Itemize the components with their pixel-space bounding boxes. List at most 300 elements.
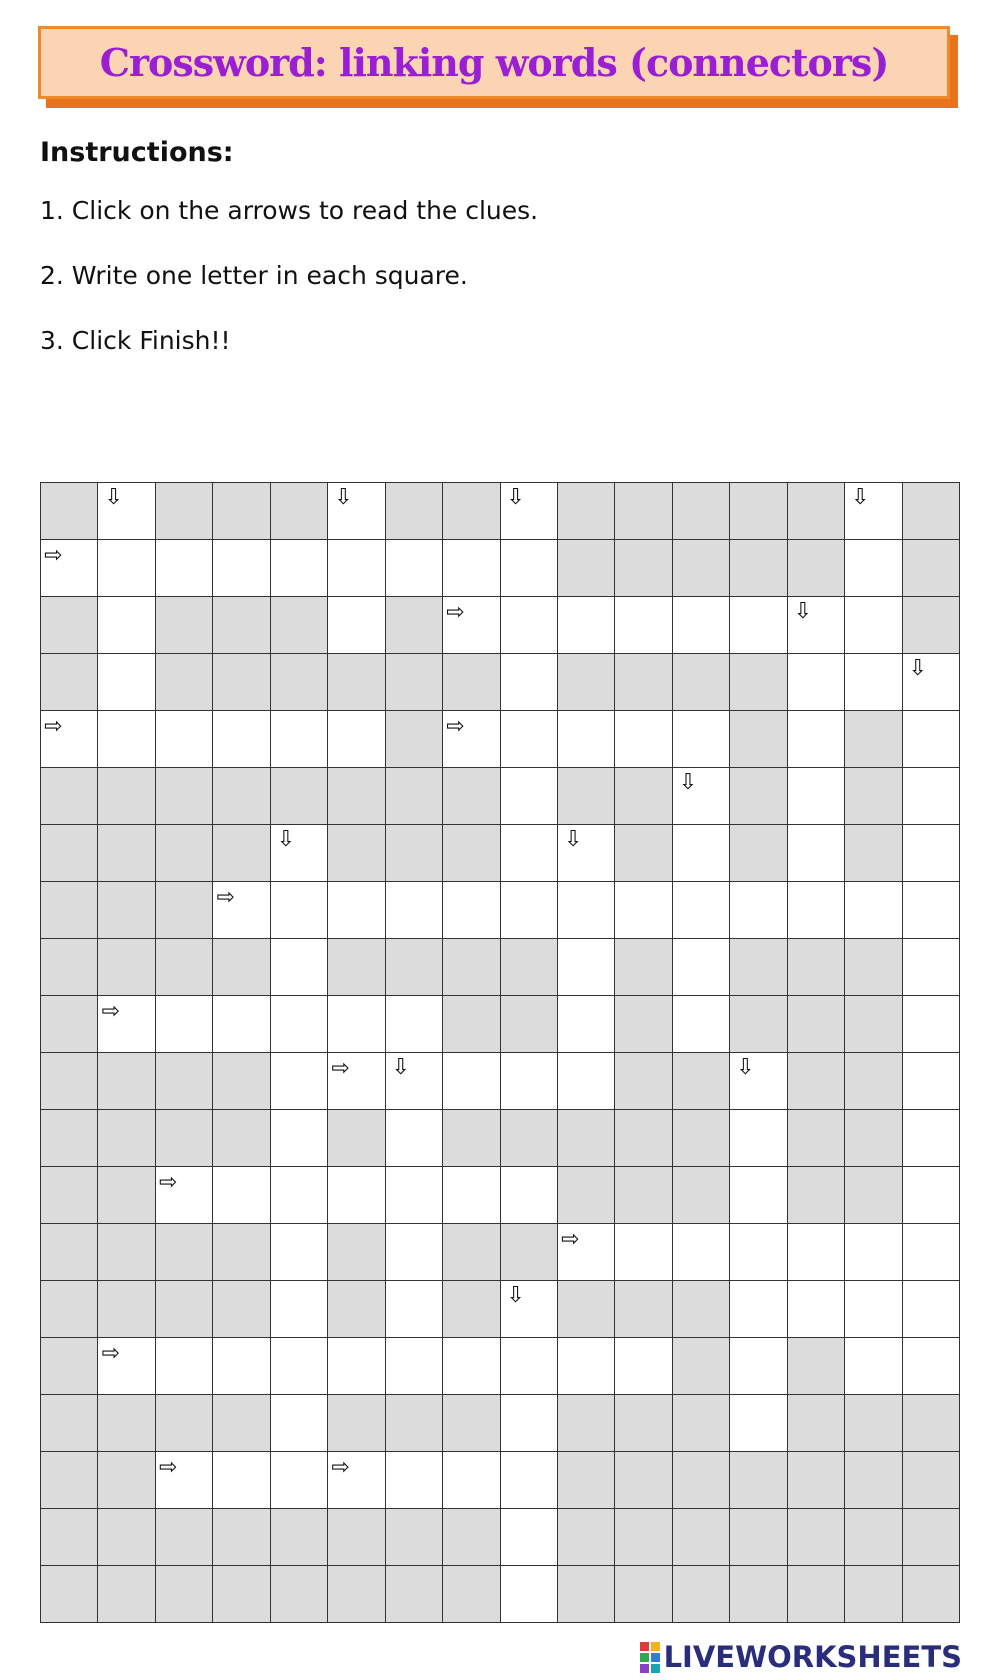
blocked-cell: [730, 1452, 787, 1509]
blocked-cell: [845, 1452, 902, 1509]
letter-cell[interactable]: [385, 1167, 442, 1224]
blocked-cell: [213, 654, 270, 711]
letter-cell[interactable]: [385, 1338, 442, 1395]
arrow-right-icon[interactable]: ⇨: [446, 714, 465, 739]
grid-row: [41, 768, 960, 825]
letter-cell[interactable]: [385, 882, 442, 939]
clue-cell[interactable]: [443, 597, 500, 654]
arrow-right-icon[interactable]: ⇨: [101, 1341, 120, 1366]
blocked-cell: [41, 1224, 98, 1281]
letter-cell[interactable]: [787, 768, 844, 825]
letter-cell[interactable]: [557, 882, 614, 939]
letter-cell[interactable]: [385, 1110, 442, 1167]
letter-cell[interactable]: [270, 1110, 327, 1167]
blocked-cell: [730, 1509, 787, 1566]
blocked-cell: [615, 1566, 672, 1623]
blocked-cell: [213, 1566, 270, 1623]
blocked-cell: [270, 597, 327, 654]
letter-cell[interactable]: [328, 540, 385, 597]
letter-cell[interactable]: [902, 1281, 959, 1338]
grid-row: [41, 1281, 960, 1338]
clue-cell[interactable]: [155, 1167, 212, 1224]
blocked-cell: [557, 1281, 614, 1338]
blocked-cell: [500, 996, 557, 1053]
blocked-cell: [902, 597, 959, 654]
blocked-cell: [615, 1452, 672, 1509]
letter-cell[interactable]: [845, 654, 902, 711]
clue-cell[interactable]: [270, 825, 327, 882]
blocked-cell: [385, 1509, 442, 1566]
blocked-cell: [902, 1566, 959, 1623]
letter-cell[interactable]: [730, 1395, 787, 1452]
arrow-down-icon[interactable]: ⇩: [276, 827, 296, 852]
footer-brand: [640, 1640, 962, 1674]
letter-cell[interactable]: [500, 1509, 557, 1566]
blocked-cell: [845, 1509, 902, 1566]
blocked-cell: [730, 483, 787, 540]
blocked-cell: [787, 540, 844, 597]
arrow-right-icon[interactable]: ⇨: [44, 543, 63, 568]
grid-row: [41, 996, 960, 1053]
letter-cell[interactable]: [557, 597, 614, 654]
blocked-cell: [155, 654, 212, 711]
blocked-cell: [270, 654, 327, 711]
letter-cell[interactable]: [845, 597, 902, 654]
blocked-cell: [328, 768, 385, 825]
arrow-down-icon[interactable]: ⇩: [736, 1055, 755, 1080]
blocked-cell: [41, 1167, 98, 1224]
letter-cell[interactable]: [385, 996, 442, 1053]
letter-cell[interactable]: [730, 1338, 787, 1395]
letter-cell[interactable]: [328, 711, 385, 768]
letter-cell[interactable]: [155, 711, 212, 768]
letter-cell[interactable]: [500, 1395, 557, 1452]
letter-cell[interactable]: [385, 1224, 442, 1281]
letter-cell[interactable]: [902, 1338, 959, 1395]
blocked-cell: [443, 768, 500, 825]
letter-cell[interactable]: [902, 1110, 959, 1167]
letter-cell[interactable]: [730, 1167, 787, 1224]
blocked-cell: [845, 768, 902, 825]
letter-cell[interactable]: [270, 1338, 327, 1395]
clue-cell[interactable]: [730, 1053, 787, 1110]
letter-cell[interactable]: [213, 711, 270, 768]
blocked-cell: [787, 1167, 844, 1224]
blocked-cell: [730, 654, 787, 711]
logo-block: [640, 1642, 649, 1651]
blocked-cell: [443, 1281, 500, 1338]
blocked-cell: [730, 825, 787, 882]
blocked-cell: [443, 483, 500, 540]
grid-row: [41, 1452, 960, 1509]
letter-cell[interactable]: [500, 1452, 557, 1509]
letter-cell[interactable]: [845, 1338, 902, 1395]
letter-cell[interactable]: [500, 1167, 557, 1224]
blocked-cell: [41, 1110, 98, 1167]
letter-cell[interactable]: [443, 1053, 500, 1110]
letter-cell[interactable]: [615, 1224, 672, 1281]
letter-cell[interactable]: [98, 654, 155, 711]
blocked-cell: [98, 1224, 155, 1281]
letter-cell[interactable]: [902, 1053, 959, 1110]
letter-cell[interactable]: [557, 1338, 614, 1395]
grid-row: [41, 1224, 960, 1281]
blocked-cell: [385, 939, 442, 996]
blocked-cell: [41, 1338, 98, 1395]
letter-cell[interactable]: [270, 1452, 327, 1509]
letter-cell[interactable]: [787, 825, 844, 882]
letter-cell[interactable]: [155, 996, 212, 1053]
blocked-cell: [98, 768, 155, 825]
letter-cell[interactable]: [557, 1053, 614, 1110]
letter-cell[interactable]: [443, 882, 500, 939]
letter-cell[interactable]: [845, 1224, 902, 1281]
arrow-right-icon[interactable]: ⇨: [331, 1056, 350, 1081]
letter-cell[interactable]: [500, 825, 557, 882]
letter-cell[interactable]: [672, 711, 729, 768]
arrow-down-icon[interactable]: ⇩: [506, 485, 525, 510]
blocked-cell: [155, 1281, 212, 1338]
clue-cell[interactable]: [328, 1452, 385, 1509]
grid-row: [41, 654, 960, 711]
blocked-cell: [98, 1509, 155, 1566]
letter-cell[interactable]: [730, 597, 787, 654]
letter-cell[interactable]: [270, 996, 327, 1053]
blocked-cell: [41, 1053, 98, 1110]
letter-cell[interactable]: [213, 1338, 270, 1395]
letter-cell[interactable]: [213, 1167, 270, 1224]
clue-cell[interactable]: [500, 483, 557, 540]
blocked-cell: [98, 882, 155, 939]
blocked-cell: [385, 597, 442, 654]
letter-cell[interactable]: [672, 996, 729, 1053]
blocked-cell: [557, 1566, 614, 1623]
arrow-right-icon[interactable]: ⇨: [446, 600, 465, 625]
letter-cell[interactable]: [500, 597, 557, 654]
arrow-down-icon[interactable]: ⇩: [563, 827, 583, 852]
letter-cell[interactable]: [615, 882, 672, 939]
letter-cell[interactable]: [845, 1281, 902, 1338]
letter-cell[interactable]: [500, 1566, 557, 1623]
blocked-cell: [443, 1224, 500, 1281]
blocked-cell: [615, 1167, 672, 1224]
blocked-cell: [270, 1509, 327, 1566]
blocked-cell: [155, 768, 212, 825]
letter-cell[interactable]: [902, 1224, 959, 1281]
letter-cell[interactable]: [902, 825, 959, 882]
blocked-cell: [730, 1566, 787, 1623]
clue-cell[interactable]: [155, 1452, 212, 1509]
arrow-down-icon[interactable]: ⇩: [334, 485, 353, 510]
blocked-cell: [500, 1224, 557, 1281]
blocked-cell: [98, 939, 155, 996]
letter-cell[interactable]: [787, 882, 844, 939]
blocked-cell: [787, 1053, 844, 1110]
grid-row: [41, 711, 960, 768]
blocked-cell: [328, 1566, 385, 1623]
blocked-cell: [443, 1509, 500, 1566]
letter-cell[interactable]: [155, 1338, 212, 1395]
blocked-cell: [615, 654, 672, 711]
blocked-cell: [385, 483, 442, 540]
blocked-cell: [615, 825, 672, 882]
arrow-down-icon[interactable]: ⇩: [793, 599, 813, 624]
letter-cell[interactable]: [98, 540, 155, 597]
blocked-cell: [845, 711, 902, 768]
grid-row: [41, 1566, 960, 1623]
letter-cell[interactable]: [730, 882, 787, 939]
arrow-down-icon[interactable]: ⇩: [678, 770, 698, 795]
letter-cell[interactable]: [672, 882, 729, 939]
blocked-cell: [672, 1566, 729, 1623]
blocked-cell: [213, 1509, 270, 1566]
clue-cell[interactable]: [443, 711, 500, 768]
blocked-cell: [730, 711, 787, 768]
instruction-step-3: 3. Click Finish!!: [40, 326, 231, 355]
clue-cell[interactable]: [500, 1281, 557, 1338]
blocked-cell: [155, 1110, 212, 1167]
letter-cell[interactable]: [787, 711, 844, 768]
blocked-cell: [155, 1509, 212, 1566]
blocked-cell: [787, 1509, 844, 1566]
letter-cell[interactable]: [328, 996, 385, 1053]
letter-cell[interactable]: [270, 1395, 327, 1452]
blocked-cell: [385, 711, 442, 768]
letter-cell[interactable]: [98, 597, 155, 654]
blocked-cell: [41, 1566, 98, 1623]
logo-block: [651, 1653, 660, 1662]
letter-cell[interactable]: [443, 540, 500, 597]
clue-cell[interactable]: [41, 540, 98, 597]
letter-cell[interactable]: [557, 711, 614, 768]
letter-cell[interactable]: [730, 1281, 787, 1338]
clue-cell[interactable]: [902, 654, 959, 711]
letter-cell[interactable]: [902, 768, 959, 825]
blocked-cell: [787, 1452, 844, 1509]
letter-cell[interactable]: [730, 1110, 787, 1167]
blocked-cell: [615, 996, 672, 1053]
blocked-cell: [155, 483, 212, 540]
blocked-cell: [270, 1566, 327, 1623]
letter-cell[interactable]: [98, 711, 155, 768]
blocked-cell: [213, 768, 270, 825]
clue-cell[interactable]: [557, 825, 614, 882]
blocked-cell: [213, 1281, 270, 1338]
arrow-right-icon[interactable]: ⇨: [216, 885, 235, 910]
blocked-cell: [615, 768, 672, 825]
instructions-heading: Instructions:: [40, 137, 234, 168]
blocked-cell: [213, 1053, 270, 1110]
blocked-cell: [557, 1167, 614, 1224]
blocked-cell: [787, 483, 844, 540]
blocked-cell: [155, 882, 212, 939]
blocked-cell: [328, 1281, 385, 1338]
letter-cell[interactable]: [328, 597, 385, 654]
arrow-right-icon[interactable]: ⇨: [44, 714, 63, 739]
letter-cell[interactable]: [902, 711, 959, 768]
letter-cell[interactable]: [902, 939, 959, 996]
letter-cell[interactable]: [787, 654, 844, 711]
grid-row: [41, 483, 960, 540]
letter-cell[interactable]: [672, 825, 729, 882]
letter-cell[interactable]: [672, 1224, 729, 1281]
letter-cell[interactable]: [615, 597, 672, 654]
clue-cell[interactable]: [41, 711, 98, 768]
grid-row: [41, 825, 960, 882]
blocked-cell: [155, 1566, 212, 1623]
letter-cell[interactable]: [845, 882, 902, 939]
clue-cell[interactable]: [557, 1224, 614, 1281]
blocked-cell: [615, 483, 672, 540]
blocked-cell: [41, 654, 98, 711]
arrow-right-icon[interactable]: ⇨: [101, 999, 120, 1024]
blocked-cell: [672, 1110, 729, 1167]
blocked-cell: [500, 939, 557, 996]
grid-row: [41, 882, 960, 939]
blocked-cell: [730, 768, 787, 825]
blocked-cell: [443, 654, 500, 711]
blocked-cell: [41, 1509, 98, 1566]
letter-cell[interactable]: [328, 1338, 385, 1395]
blocked-cell: [41, 768, 98, 825]
arrow-down-icon[interactable]: ⇩: [506, 1283, 525, 1308]
clue-cell[interactable]: [98, 996, 155, 1053]
blocked-cell: [155, 939, 212, 996]
blocked-cell: [672, 540, 729, 597]
blocked-cell: [98, 1281, 155, 1338]
blocked-cell: [557, 654, 614, 711]
letter-cell[interactable]: [902, 996, 959, 1053]
blocked-cell: [98, 1053, 155, 1110]
blocked-cell: [787, 1338, 844, 1395]
letter-cell[interactable]: [270, 882, 327, 939]
letter-cell[interactable]: [672, 597, 729, 654]
blocked-cell: [328, 1224, 385, 1281]
letter-cell[interactable]: [270, 1167, 327, 1224]
arrow-down-icon[interactable]: ⇩: [391, 1055, 411, 1080]
letter-cell[interactable]: [500, 711, 557, 768]
blocked-cell: [557, 483, 614, 540]
blocked-cell: [615, 939, 672, 996]
clue-cell[interactable]: [213, 882, 270, 939]
letter-cell[interactable]: [213, 540, 270, 597]
blocked-cell: [845, 996, 902, 1053]
letter-cell[interactable]: [845, 540, 902, 597]
letter-cell[interactable]: [443, 1338, 500, 1395]
clue-cell[interactable]: [98, 483, 155, 540]
blocked-cell: [213, 597, 270, 654]
arrow-right-icon[interactable]: ⇨: [158, 1170, 178, 1195]
blocked-cell: [845, 939, 902, 996]
blocked-cell: [443, 996, 500, 1053]
letter-cell[interactable]: [500, 1338, 557, 1395]
brand-name: LIVEWORKSHEETS: [663, 1640, 962, 1674]
letter-cell[interactable]: [500, 654, 557, 711]
letter-cell[interactable]: [270, 1053, 327, 1110]
letter-cell[interactable]: [443, 1167, 500, 1224]
clue-cell[interactable]: [672, 768, 729, 825]
letter-cell[interactable]: [902, 1167, 959, 1224]
blocked-cell: [98, 825, 155, 882]
letter-cell[interactable]: [557, 996, 614, 1053]
letter-cell[interactable]: [270, 540, 327, 597]
blocked-cell: [41, 996, 98, 1053]
letter-cell[interactable]: [385, 1452, 442, 1509]
arrow-down-icon[interactable]: ⇩: [104, 485, 123, 510]
letter-cell[interactable]: [270, 939, 327, 996]
letter-cell[interactable]: [500, 1053, 557, 1110]
letter-cell[interactable]: [213, 1452, 270, 1509]
letter-cell[interactable]: [500, 882, 557, 939]
letter-cell[interactable]: [615, 1338, 672, 1395]
letter-cell[interactable]: [730, 1224, 787, 1281]
letter-cell[interactable]: [615, 711, 672, 768]
blocked-cell: [672, 1053, 729, 1110]
grid-row: [41, 1338, 960, 1395]
letter-cell[interactable]: [557, 939, 614, 996]
letter-cell[interactable]: [385, 1281, 442, 1338]
blocked-cell: [787, 1566, 844, 1623]
letter-cell[interactable]: [500, 768, 557, 825]
letter-cell[interactable]: [500, 540, 557, 597]
letter-cell[interactable]: [270, 711, 327, 768]
clue-cell[interactable]: [328, 483, 385, 540]
blocked-cell: [41, 483, 98, 540]
title-banner: [38, 26, 950, 99]
clue-cell[interactable]: [787, 597, 844, 654]
blocked-cell: [98, 1110, 155, 1167]
arrow-down-icon[interactable]: ⇩: [908, 656, 927, 681]
blocked-cell: [672, 1338, 729, 1395]
instruction-step-1: 1. Click on the arrows to read the clues.: [40, 196, 539, 225]
blocked-cell: [557, 1110, 614, 1167]
blocked-cell: [213, 1395, 270, 1452]
blocked-cell: [672, 1395, 729, 1452]
letter-cell[interactable]: [443, 1452, 500, 1509]
clue-cell[interactable]: [98, 1338, 155, 1395]
letter-cell[interactable]: [787, 1224, 844, 1281]
letter-cell[interactable]: [328, 1167, 385, 1224]
blocked-cell: [730, 540, 787, 597]
blocked-cell: [672, 1281, 729, 1338]
clue-cell[interactable]: [845, 483, 902, 540]
blocked-cell: [672, 654, 729, 711]
arrow-right-icon[interactable]: ⇨: [331, 1455, 350, 1480]
letter-cell[interactable]: [672, 939, 729, 996]
arrow-right-icon[interactable]: ⇨: [560, 1227, 580, 1252]
letter-cell[interactable]: [155, 540, 212, 597]
letter-cell[interactable]: [902, 882, 959, 939]
blocked-cell: [443, 1395, 500, 1452]
blocked-cell: [213, 1224, 270, 1281]
arrow-right-icon[interactable]: ⇨: [158, 1455, 178, 1480]
clue-cell[interactable]: [385, 1053, 442, 1110]
letter-cell[interactable]: [270, 1224, 327, 1281]
letter-cell[interactable]: [328, 882, 385, 939]
clue-cell[interactable]: [328, 1053, 385, 1110]
arrow-down-icon[interactable]: ⇩: [851, 485, 870, 510]
letter-cell[interactable]: [385, 540, 442, 597]
letter-cell[interactable]: [213, 996, 270, 1053]
blocked-cell: [787, 1110, 844, 1167]
letter-cell[interactable]: [270, 1281, 327, 1338]
logo-block: [651, 1664, 660, 1673]
letter-cell[interactable]: [787, 1281, 844, 1338]
blocked-cell: [845, 1395, 902, 1452]
blocked-cell: [385, 1566, 442, 1623]
blocked-cell: [557, 1509, 614, 1566]
blocked-cell: [270, 768, 327, 825]
